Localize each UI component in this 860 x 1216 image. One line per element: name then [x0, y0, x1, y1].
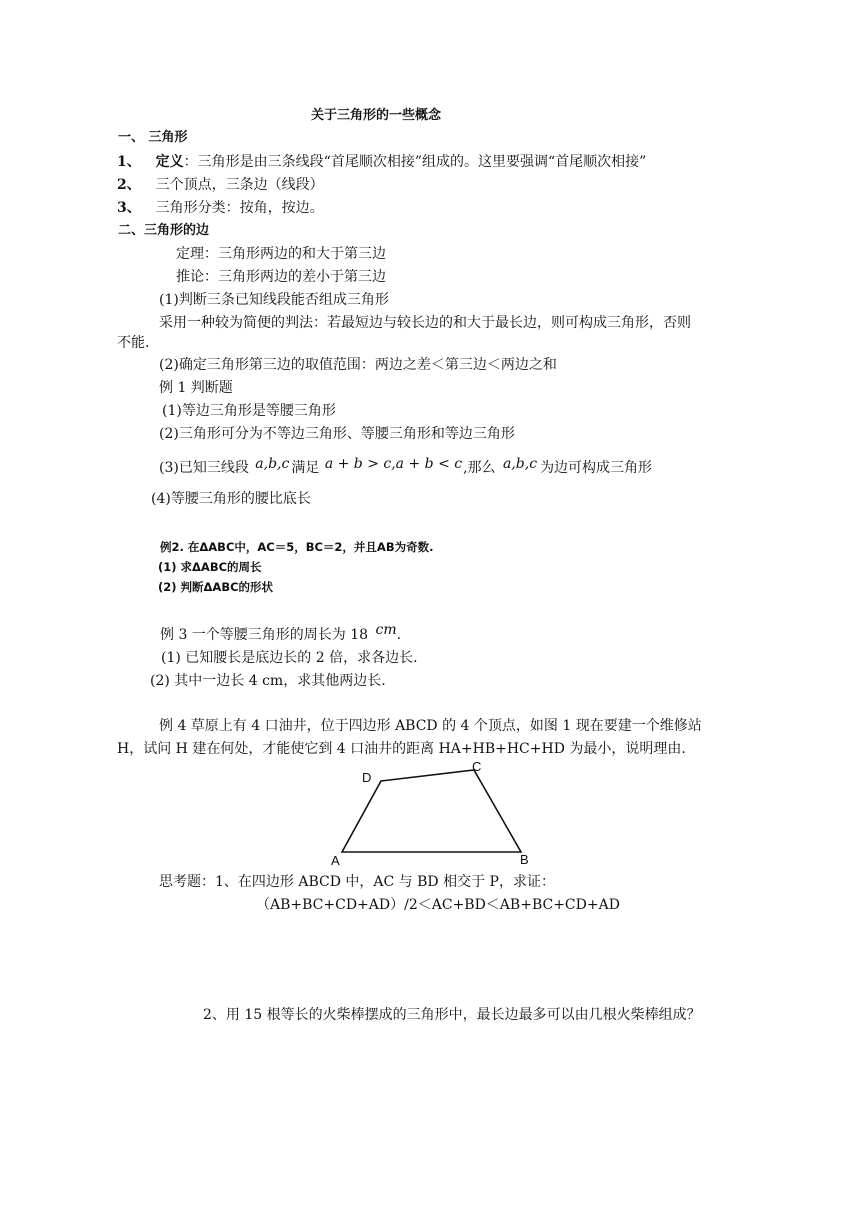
section-1-item-2 [117, 175, 324, 195]
example-2-line-2: (1) 求ΔABC的周长 [158, 560, 262, 574]
example-4-line-2: H，试问 H 建在何处，才能使它到 4 口油井的距离 HA+HB+HC+HD 为最小，说明理由. [117, 741, 686, 757]
section-1-item-1 [117, 152, 646, 172]
example-2-line-1: 例2. 在ΔABC中，AC＝5，BC＝2，并且AB为奇数. [160, 540, 434, 554]
point-3: (2)确定三角形第三边的取值范围：两边之差＜第三边＜两边之和 [159, 357, 557, 373]
vertex-label-d: D [362, 770, 372, 785]
example-4-line-1: 例 4 草原上有 4 口油井，位于四边形 ABCD 的 4 个顶点，如图 1 现在要建一个维修站 [159, 718, 702, 734]
example-3-line-2: (1) 已知腰长是底边长的 2 倍，求各边长. [161, 650, 418, 666]
example-1-q4: (4)等腰三角形的腰比底长 [151, 491, 311, 507]
q3-condition: a + b > c,a + b < c [324, 456, 463, 472]
q3-variables: a,b,c [255, 456, 290, 472]
ex3-text: 例 3 一个等腰三角形的周长为 18 [160, 627, 369, 643]
unit-cm: cm [375, 622, 397, 638]
q3-prefix: (3)已知三线段 [159, 460, 249, 476]
point-1: (1)判断三条已知线段能否组成三角形 [159, 292, 389, 308]
section-1-heading: 一、 三角形 [118, 130, 188, 145]
example-3-line-3: (2) 其中一边长 4 cm，求其他两边长. [150, 673, 386, 689]
vertex-label-a: A [331, 853, 340, 868]
item-number: 3、 [117, 200, 141, 216]
example-1-q3 [159, 458, 652, 478]
item-text: 三个顶点，三条边（线段） [155, 177, 324, 193]
example-2-line-3: (2) 判断ΔABC的形状 [158, 580, 274, 594]
example-3-line-1 [160, 622, 402, 645]
vertex-label-c: C [472, 759, 482, 774]
ex3-period: . [396, 627, 402, 643]
vertex-label-b: B [520, 852, 529, 867]
think-question-1-formula: （AB+BC+CD+AD）/2＜AC+BD＜AB+BC+CD+AD [256, 897, 620, 913]
think-question-2: 2、用 15 根等长的火柴棒摆成的三角形中，最长边最多可以由几根火柴棒组成？ [203, 1007, 701, 1023]
q3-then: ,那么 [463, 460, 496, 476]
definition-label: 定义 [155, 154, 184, 170]
item-number: 1、 [117, 154, 141, 170]
theorem: 定理：三角形两边的和大于第三边 [176, 246, 386, 262]
example-1-q1: (1)等边三角形是等腰三角形 [162, 403, 336, 419]
example-1-heading: 例 1 判断题 [159, 380, 233, 396]
page-title: 关于三角形的一些概念 [311, 108, 442, 123]
section-2-heading: 二、三角形的边 [118, 223, 210, 238]
point-2-line-2: 不能. [117, 335, 150, 351]
q3-mid: 满足 [291, 460, 320, 476]
corollary: 推论：三角形两边的差小于第三边 [176, 269, 386, 285]
definition-text: ：三角形是由三条线段“首尾顺次相接”组成的。这里要强调“首尾顺次相接” [183, 154, 647, 170]
q3-suffix: 为边可构成三角形 [540, 460, 653, 476]
q3-variables-2: a,b,c [503, 456, 538, 472]
section-1-item-3 [117, 198, 324, 218]
item-number: 2、 [117, 177, 141, 193]
think-question-1: 思考题：1、在四边形 ABCD 中，AC 与 BD 相交于 P，求证： [159, 874, 555, 890]
item-text: 三角形分类：按角，按边。 [155, 200, 324, 216]
quadrilateral-figure [320, 755, 545, 870]
point-2-line-1: 采用一种较为简便的判法：若最短边与较长边的和大于最长边，则可构成三角形，否则 [159, 315, 691, 331]
example-1-q2: (2)三角形可分为不等边三角形、等腰三角形和等边三角形 [159, 426, 515, 442]
